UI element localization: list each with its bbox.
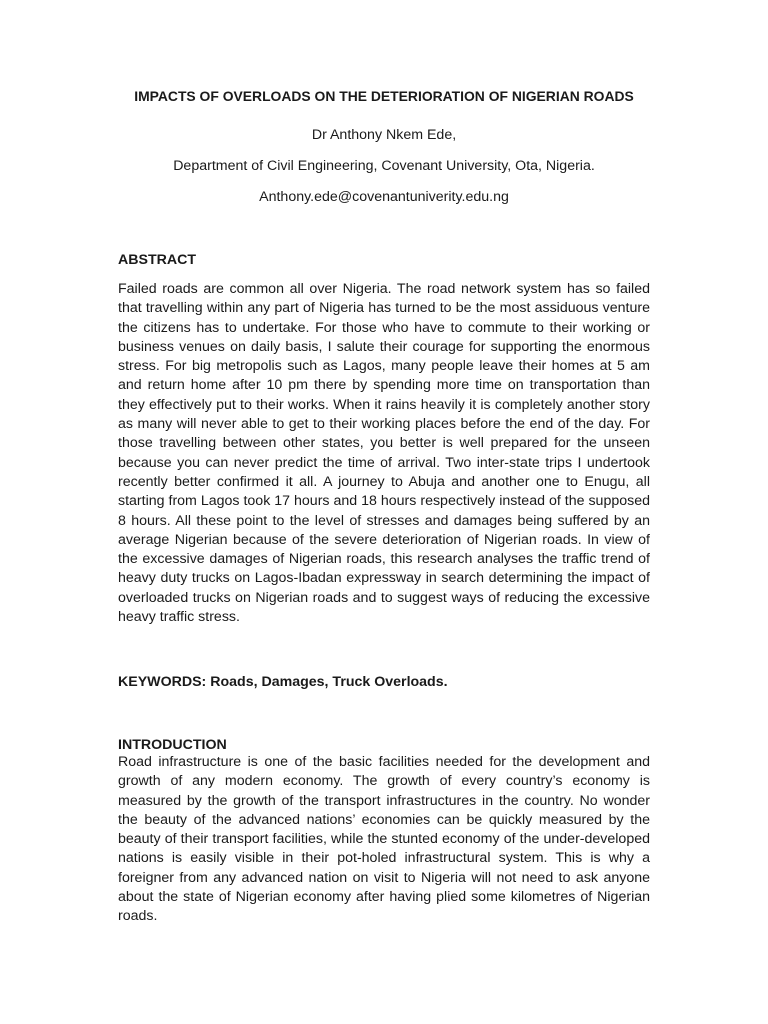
paper-title: IMPACTS OF OVERLOADS ON THE DETERIORATION OF NIGERIAN ROADS [134, 88, 634, 104]
author-affiliation: Department of Civil Engineering, Covenant University, Ota, Nigeria. [173, 158, 595, 174]
author-email: Anthony.ede@covenantuniverity.edu.ng [259, 189, 509, 205]
keywords-line: KEYWORDS: Roads, Damages, Truck Overloads. [118, 674, 448, 690]
abstract-body: Failed roads are common all over Nigeria. The road network system has so failed that travelling within any part of Nigeria has turned to be the most assiduous venture the citizens has to undertake. For those who have to commute to their working or business venues on daily basis, I salute their courage for supporting the enormous stress. For big metropolis such as Lagos, many people leave their homes at 5 am and return home after 10 pm there by spending more time on transportation than they effectively put to their works. When it rains heavily it is completely another story as many will never able to get to their working places before the end of the day. For those travelling between other states, you better is well prepared for the unseen because you can never predict the time of arrival. Two inter-state trips I undertook recently better confirmed it all. A journey to Abuja and another one to Enugu, all starting from Lagos took 17 hours and 18 hours respectively instead of the supposed 8 hours. All these point to the level of stresses and damages being suffered by an average Nigerian because of the severe deterioration of Nigerian roads. In view of the excessive damages of Nigerian roads, this research analyses the traffic trend of heavy duty trucks on Lagos-Ibadan expressway in search determining the impact of overloaded trucks on Nigerian roads and to suggest ways of reducing the excessive heavy traffic stress. [118, 281, 650, 626]
introduction-heading: INTRODUCTION [118, 737, 227, 753]
abstract-heading: ABSTRACT [118, 252, 197, 268]
introduction-body: Road infrastructure is one of the basic facilities needed for the development and growth of any modern economy. The growth of every country’s economy is measured by the growth of the transport infrastructures in the country. No wonder the beauty of the advanced nations’ economies can be quickly measured by the beauty of their transport facilities, while the stunted economy of the under-developed nations is easily visible in their pot-holed infrastructural system. This is why a foreigner from any advanced nation on visit to Nigeria will not need to ask anyone about the state of Nigerian economy after having plied some kilometres of Nigerian roads. [118, 754, 650, 925]
author-name: Dr Anthony Nkem Ede, [311, 127, 457, 143]
